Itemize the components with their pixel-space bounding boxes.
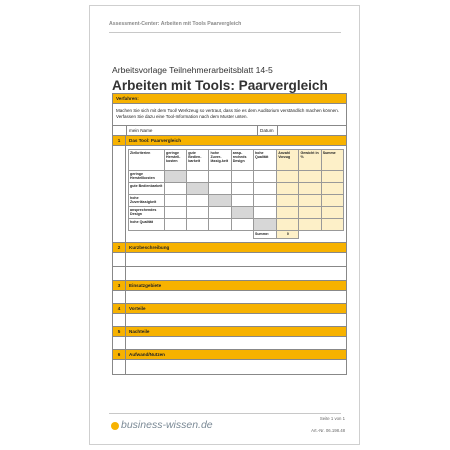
matrix-header: hohe Qualität [253, 150, 276, 171]
section-number: 5 [113, 327, 126, 336]
matrix-header: Gewicht in % [299, 150, 321, 171]
article-number: Art.-Nr. 06.198.48 [311, 428, 345, 433]
matrix-row-label: ansprechendes Design [129, 207, 165, 219]
document-page [89, 5, 360, 445]
matrix-row-label: hohe Zuverlässigkeit [129, 195, 165, 207]
answer-field[interactable] [113, 291, 346, 304]
matrix-header: Anzahl Vorzug [277, 150, 299, 171]
matrix-row-label: hohe Qualität [129, 219, 165, 231]
answer-field[interactable] [113, 337, 346, 350]
matrix-header: gute Bedien-barkeit [187, 150, 209, 171]
matrix-row [129, 171, 344, 183]
matrix-header: ansp-recheds Design [231, 150, 253, 171]
section-label: Vorteile [129, 306, 146, 311]
sum-label: Summe: [253, 231, 276, 239]
procedure-text: Machen Sie sich mit dem Tool/ Werkzeug so vertraut, dass Sie es dem Auditorium verständlich machen können. Verfassen Sie dazu eine Tool-Information nach dem Muster unten. [113, 104, 346, 126]
section-number: 1 [113, 136, 126, 145]
section-label: Nachteile [129, 329, 150, 334]
matrix-header: hohe Zuver-lässig-keit [209, 150, 231, 171]
header-title: Assessment-Center: Arbeiten mit Tools Paarvergleich [109, 21, 242, 27]
procedure-header: Verfahren: [113, 94, 346, 104]
matrix-row-label: gute Bedienbarkeit [129, 183, 165, 195]
date-label: Datum [260, 128, 274, 133]
name-row [113, 126, 346, 136]
section-label: Einsatzgebiete [129, 283, 162, 288]
footer-divider [109, 413, 341, 414]
section-number: 4 [113, 304, 126, 313]
header-divider [109, 32, 341, 33]
section-label: Aufwand/Nutzen [129, 352, 165, 357]
matrix-row [129, 207, 344, 219]
matrix-area [113, 146, 346, 243]
pairwise-matrix [128, 149, 344, 239]
name-label: mein Name [129, 128, 153, 133]
matrix-row [129, 195, 344, 207]
section-header-3 [113, 281, 346, 291]
matrix-header: Summe [321, 150, 343, 171]
worksheet-form [112, 93, 347, 375]
document-title: Arbeiten mit Tools: Paarvergleich [112, 78, 328, 93]
answer-field[interactable] [113, 360, 346, 374]
matrix-header: Zielkriterien [129, 150, 165, 171]
section-header-2 [113, 243, 346, 253]
matrix-row [129, 183, 344, 195]
answer-field[interactable] [113, 253, 346, 267]
section-header-6 [113, 350, 346, 360]
document-subtitle: Arbeitsvorlage Teilnehmerarbeitsblatt 14-5 [112, 65, 273, 75]
matrix-header-row [129, 150, 344, 171]
sum-value: 0 [277, 231, 299, 239]
answer-field[interactable] [113, 267, 346, 281]
matrix-sum-row [129, 231, 344, 239]
matrix-row-label: geringe Herstellkosten [129, 171, 165, 183]
section-label: Das Tool: Paarvergleich [129, 138, 181, 143]
section-number: 6 [113, 350, 126, 359]
section-label: Kurzbeschreibung [129, 245, 170, 250]
section-header-1 [113, 136, 346, 146]
matrix-header: geringe Herstell-kosten [165, 150, 187, 171]
section-number: 3 [113, 281, 126, 290]
section-header-4 [113, 304, 346, 314]
matrix-row [129, 219, 344, 231]
section-header-5 [113, 327, 346, 337]
answer-field[interactable] [113, 314, 346, 327]
logo-dot-icon [111, 422, 119, 430]
section-number: 2 [113, 243, 126, 252]
brand-logo: business-wissen.de [121, 419, 213, 431]
page-number: Seite 1 von 1 [319, 416, 345, 421]
